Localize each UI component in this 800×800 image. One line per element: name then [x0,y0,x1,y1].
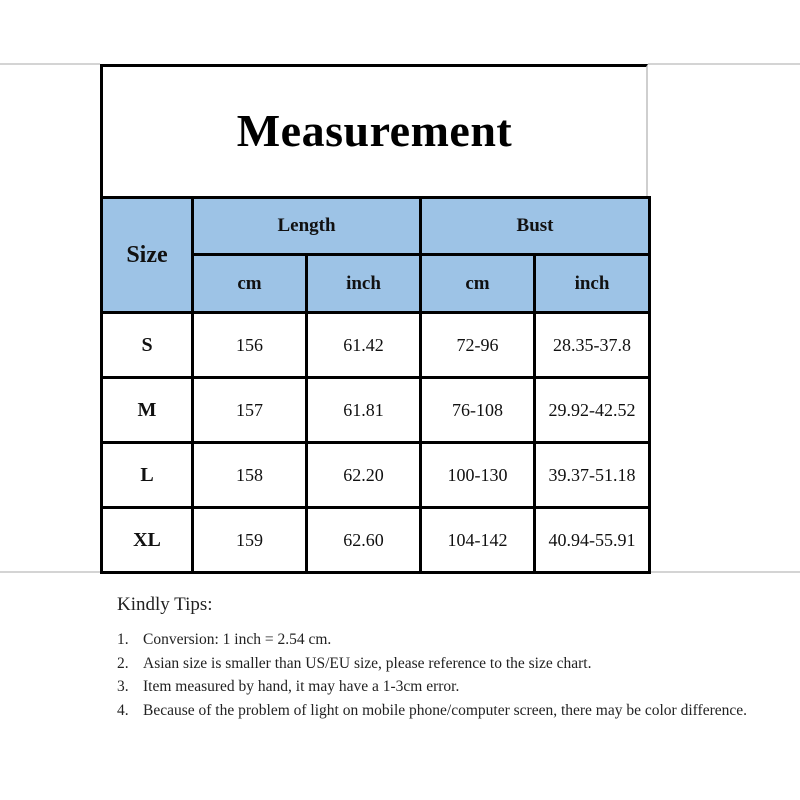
length-cm-cell: 156 [193,313,307,378]
bust-inch-cell: 28.35-37.8 [535,313,650,378]
table-row [102,313,650,378]
size-cell: XL [102,508,193,573]
table-row [102,378,650,443]
tip-item [117,699,757,723]
size-chart [100,64,648,572]
length-inch-cell: 61.42 [307,313,421,378]
bust-inch-cell: 39.37-51.18 [535,443,650,508]
tip-text: Item measured by hand, it may have a 1-3cm error. [143,678,460,695]
table-row [102,508,650,573]
divider-line [0,63,100,65]
tip-item [117,628,757,652]
bust-cm-cell: 72-96 [421,313,535,378]
length-inch-cell: 62.20 [307,443,421,508]
tip-item [117,675,757,699]
table-row [102,443,650,508]
bust-cm-cell: 104-142 [421,508,535,573]
divider-line [0,571,100,573]
bust-inch-cell: 40.94-55.91 [535,508,650,573]
tip-number: 2. [117,654,129,672]
tip-number: 3. [117,678,129,695]
chart-title: Measurement [236,105,513,156]
tips-list [117,628,757,722]
header-row-groups [102,198,650,255]
tip-text: Because of the problem of light on mobile phone/computer screen, there may be color difference. [143,701,747,719]
header-size: Size [102,198,193,313]
length-inch-cell: 61.81 [307,378,421,443]
tip-text: Asian size is smaller than US/EU size, please reference to the size chart. [143,654,592,672]
header-length-inch: inch [307,255,421,313]
tip-number: 1. [117,631,129,648]
bust-cm-cell: 76-108 [421,378,535,443]
size-cell: S [102,313,193,378]
bust-cm-cell: 100-130 [421,443,535,508]
tip-number: 4. [117,701,129,719]
size-cell: M [102,378,193,443]
size-table [100,196,651,574]
length-inch-cell: 62.60 [307,508,421,573]
length-cm-cell: 157 [193,378,307,443]
bust-inch-cell: 29.92-42.52 [535,378,650,443]
header-bust-inch: inch [535,255,650,313]
divider-line [648,571,800,573]
tip-text: Conversion: 1 inch = 2.54 cm. [143,631,332,648]
tip-item [117,652,757,676]
header-bust-cm: cm [421,255,535,313]
kindly-tips [117,594,757,722]
tips-title: Kindly Tips: [117,594,213,615]
length-cm-cell: 159 [193,508,307,573]
divider-line [648,63,800,65]
length-cm-cell: 158 [193,443,307,508]
header-bust: Bust [421,198,650,255]
size-cell: L [102,443,193,508]
chart-title-cell [100,64,648,197]
header-length: Length [193,198,421,255]
header-length-cm: cm [193,255,307,313]
